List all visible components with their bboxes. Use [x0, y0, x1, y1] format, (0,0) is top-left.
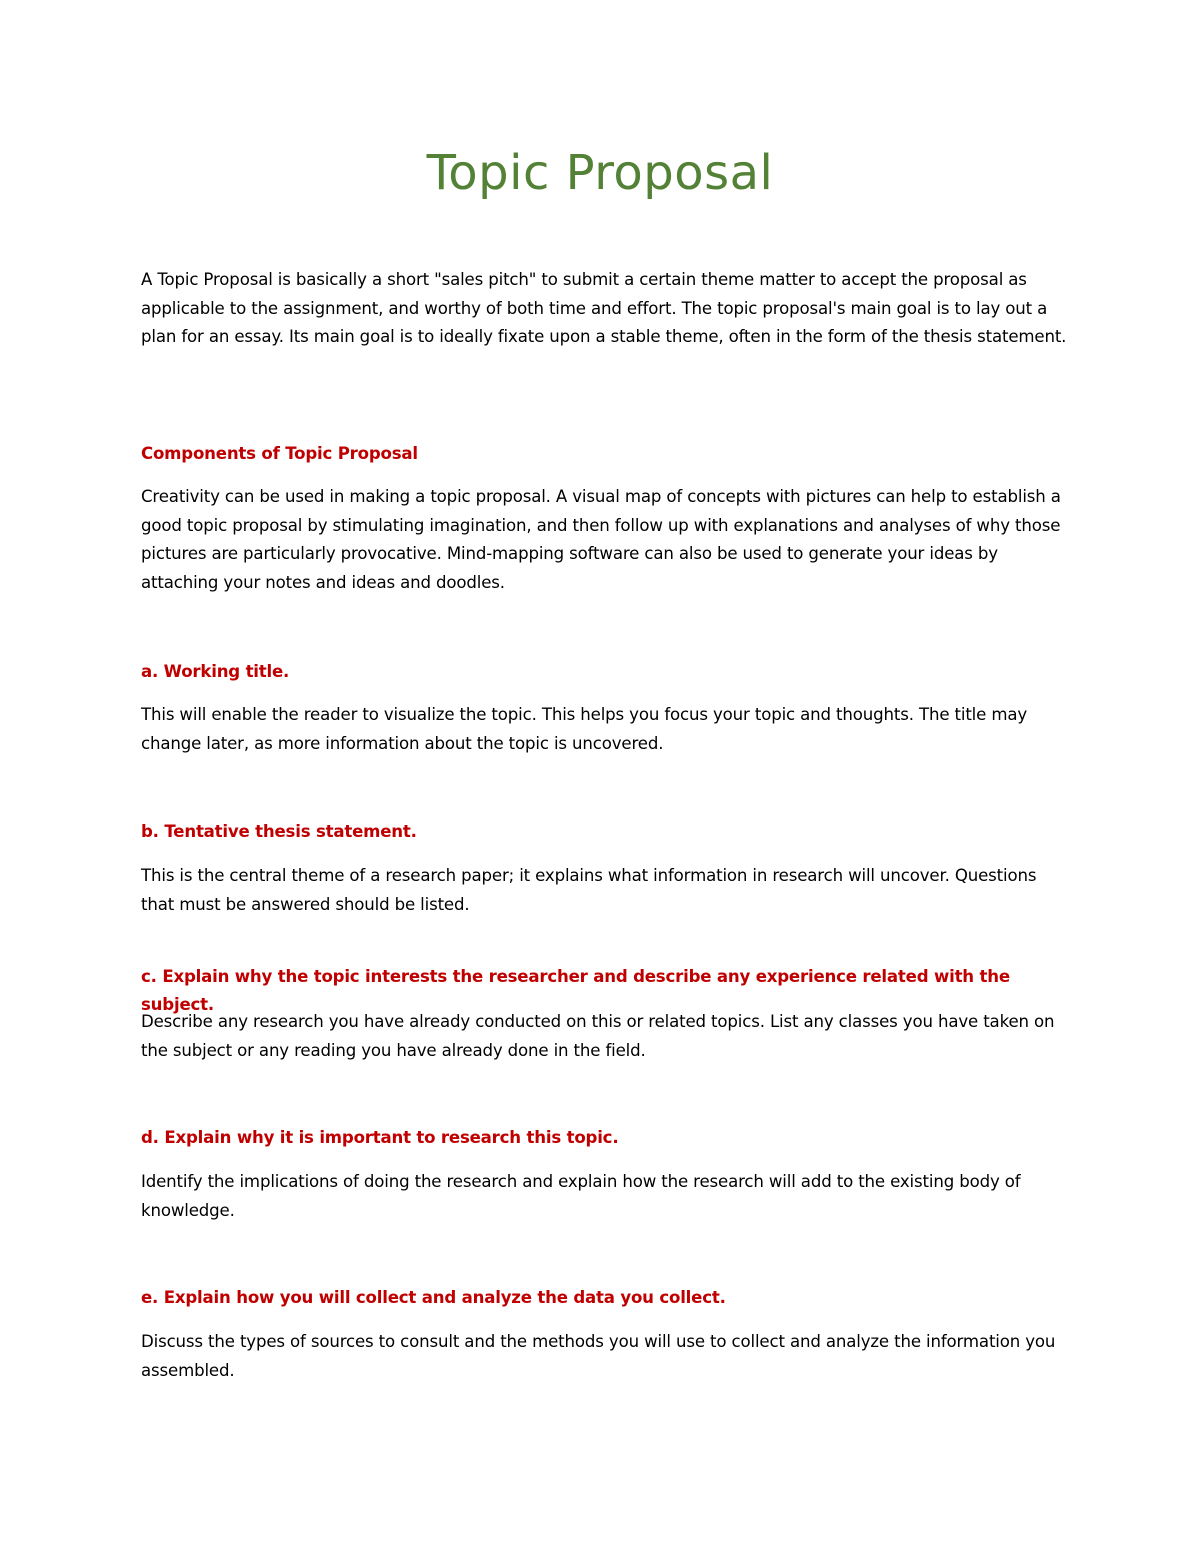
section-heading-e: e. Explain how you will collect and analyze the data you collect.: [141, 1288, 726, 1307]
section-text-a: This will enable the reader to visualize the topic. This helps you focus your topic and thoughts. The title may change later, as more information about the topic is uncovered.: [141, 705, 1028, 753]
components-paragraph: Creativity can be used in making a topic proposal. A visual map of concepts with pictures can help to establish a good topic proposal by stimulating imagination, and then follow up with explanations and analyses of why those pictures are particularly provocative. Mind-mapping software can also be used to generate your ideas by attaching your notes and ideas and doodles.: [141, 487, 1061, 592]
section-heading-b: b. Tentative thesis statement.: [141, 822, 417, 841]
section-heading-c: c. Explain why the topic interests the researcher and describe any experience related with the subject.: [141, 967, 1010, 1014]
section-text-d: Identify the implications of doing the research and explain how the research will add to the existing body of knowledge.: [141, 1172, 1021, 1220]
section-text-c: Describe any research you have already conducted on this or related topics. List any classes you have taken on the subject or any reading you have already done in the field.: [141, 1012, 1055, 1060]
section-heading-a: a. Working title.: [141, 662, 290, 681]
document-title: Topic Proposal: [426, 145, 774, 201]
components-heading: Components of Topic Proposal: [141, 444, 418, 463]
section-text-e: Discuss the types of sources to consult and the methods you will use to collect and analyze the information you assembled.: [141, 1332, 1056, 1380]
intro-paragraph: A Topic Proposal is basically a short "sales pitch" to submit a certain theme matter to accept the proposal as applicable to the assignment, and worthy of both time and effort. The topic proposal's main goal is to lay out a plan for an essay. Its main goal is to ideally fixate upon a stable theme, often in the form of the thesis statement.: [141, 270, 1067, 346]
section-heading-d: d. Explain why it is important to research this topic.: [141, 1128, 619, 1147]
section-text-b: This is the central theme of a research paper; it explains what information in research will uncover. Questions that must be answered should be listed.: [141, 866, 1037, 914]
